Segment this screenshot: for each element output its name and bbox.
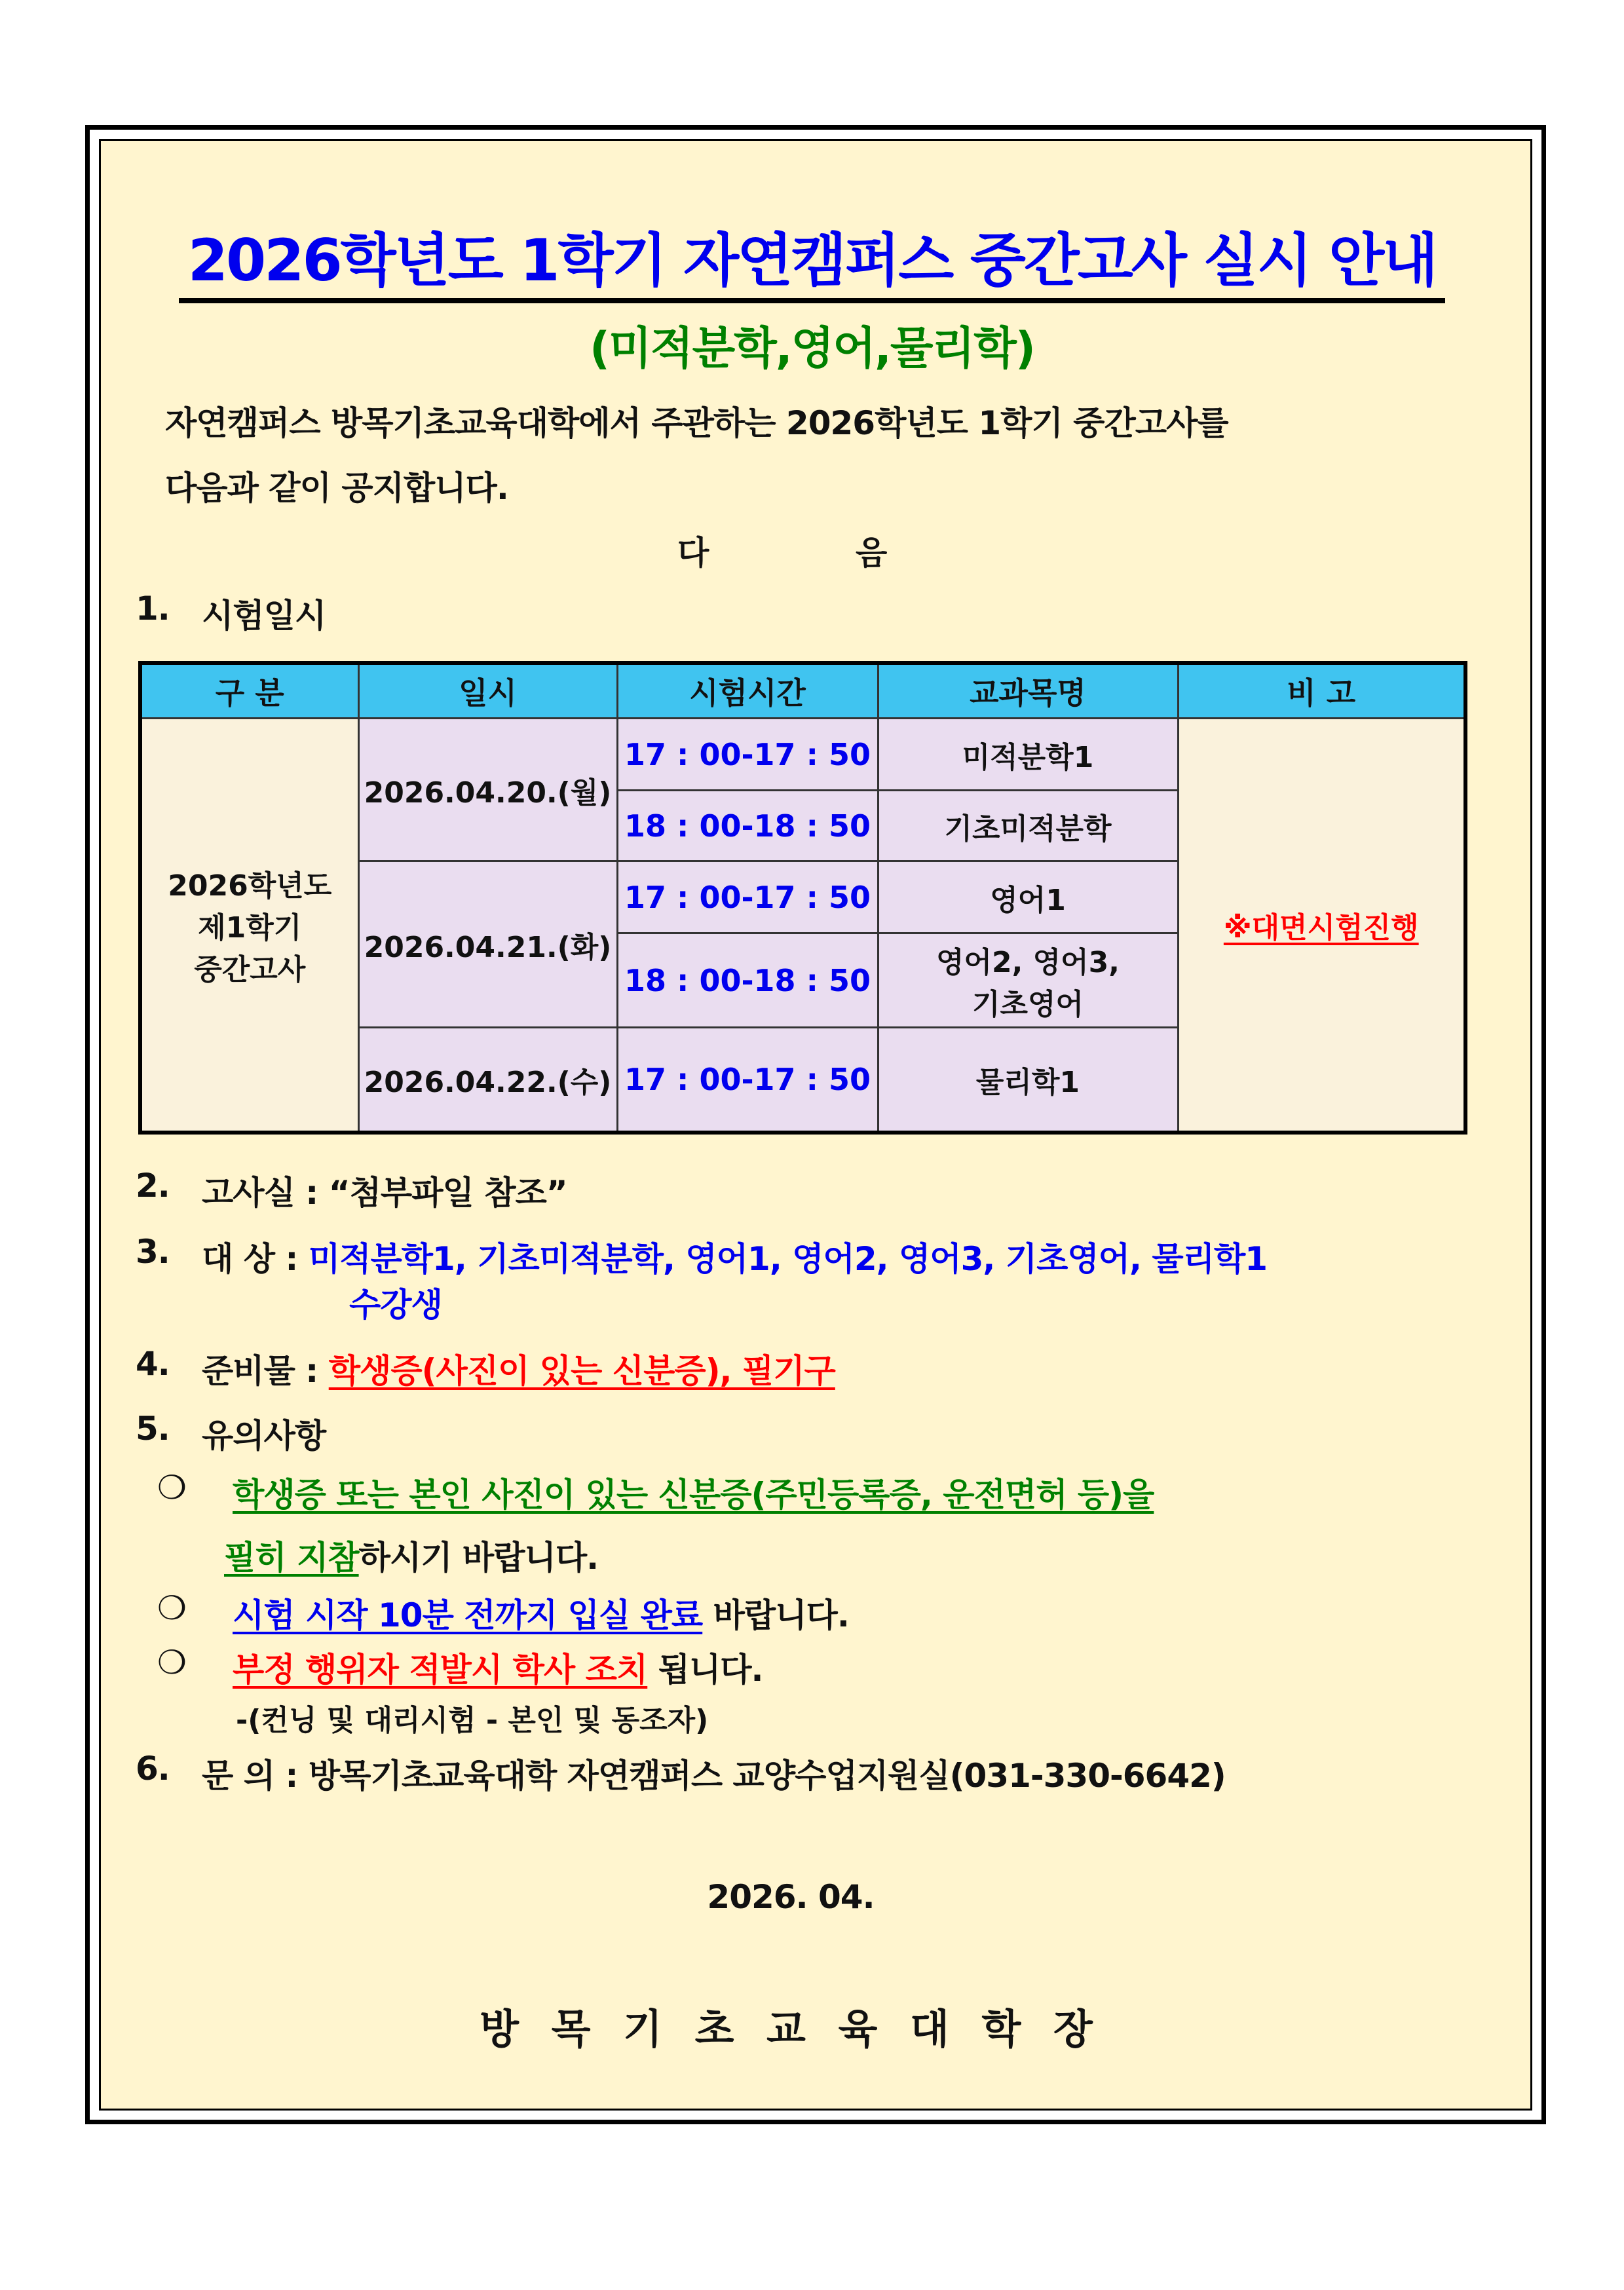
header-category: 구 분 (140, 663, 358, 719)
header-subject: 교과목명 (878, 663, 1178, 719)
section4-value: 학생증(사진이 있는 신분증), 필기구 (328, 1352, 835, 1390)
section1-number: 1. (136, 590, 170, 628)
notice-item-2 (233, 1589, 849, 1636)
section3-number: 3. (136, 1233, 170, 1271)
intro-line-1: 자연캠퍼스 방목기초교육대학에서 주관하는 2026학년도 1학기 중간고사를 (165, 404, 1228, 442)
notice-text: 됩니다. (647, 1651, 763, 1689)
category-line: 2026학년도 (168, 869, 332, 903)
section2-label: 고사실 : (202, 1174, 318, 1212)
title-text: 2026학년도 1학기 자연캠퍼스 중간고사 실시 안내 (179, 223, 1445, 303)
intro-line-2: 다음과 같이 공지합니다. (165, 469, 508, 507)
section6-number: 6. (136, 1750, 170, 1788)
subject-cell: 영어1 (878, 861, 1178, 933)
subject-cell: 미적분학1 (878, 719, 1178, 791)
section4-label: 준비물 : (202, 1352, 318, 1390)
time-cell: 17 : 00-17 : 50 (617, 719, 878, 791)
note-text: ※대면시험진행 (1223, 910, 1419, 945)
subject-cell: 물리학1 (878, 1028, 1178, 1133)
table-row (140, 719, 1465, 791)
time-cell: 18 : 00-18 : 50 (617, 791, 878, 861)
time-cell: 17 : 00-17 : 50 (617, 861, 878, 933)
signature: 방 목 기 초 교 육 대 학 장 (480, 2005, 1102, 2053)
category-line: 중간고사 (194, 952, 306, 986)
section3-value-2: 수강생 (349, 1286, 442, 1324)
time-cell: 17 : 00-17 : 50 (617, 1028, 878, 1133)
section4-number: 4. (136, 1345, 170, 1383)
section3-label: 대 상 : (202, 1240, 298, 1278)
section6-value: 방목기초교육대학 자연캠퍼스 교양수업지원실(031-330-6642) (308, 1757, 1226, 1795)
notice-item-3-sub: -(컨닝 및 대리시험 - 본인 및 동조자) (236, 1704, 709, 1737)
date-cell: 2026.04.21.(화) (358, 861, 617, 1028)
section6-line (202, 1750, 1226, 1797)
section2-line (202, 1167, 567, 1214)
page-title (0, 223, 1624, 303)
notice-emphasis: 시험 시작 10분 전까지 입실 완료 (233, 1596, 703, 1634)
section1-label: 시험일시 (202, 597, 326, 635)
bullet-icon: ❍ (157, 1643, 186, 1681)
notice-emphasis: 부정 행위자 적발시 학사 조치 (233, 1651, 648, 1689)
exam-schedule-table (138, 661, 1467, 1135)
bullet-icon: ❍ (157, 1469, 186, 1507)
category-line: 제1학기 (198, 910, 302, 945)
section4-line (202, 1345, 835, 1392)
note-cell (1178, 719, 1465, 1133)
header-date: 일시 (358, 663, 617, 719)
section6-label: 문 의 : (202, 1757, 298, 1795)
notice-text: 하시기 바랍니다. (358, 1539, 599, 1577)
bullet-icon: ❍ (157, 1589, 186, 1627)
category-cell (140, 719, 358, 1133)
header-time: 시험시간 (617, 663, 878, 719)
heading-da: 다 (677, 534, 709, 572)
subject-cell: 기초미적분학 (878, 791, 1178, 861)
section2-number: 2. (136, 1167, 170, 1205)
table-header-row (140, 663, 1465, 719)
notice-emphasis: 필히 지참 (224, 1539, 359, 1577)
section5-number: 5. (136, 1410, 170, 1448)
notice-date: 2026. 04. (707, 1878, 875, 1916)
section3-value: 미적분학1, 기초미적분학, 영어1, 영어2, 영어3, 기초영어, 물리학1 (308, 1240, 1268, 1278)
page-subtitle: (미적분학,영어,물리학) (589, 323, 1034, 375)
notice-text: 바랍니다. (702, 1596, 849, 1634)
notice-item-1-cont (224, 1531, 598, 1579)
section2-value: “첨부파일 참조” (328, 1174, 567, 1212)
header-note: 비 고 (1178, 663, 1465, 719)
notice-item-1: 학생증 또는 본인 사진이 있는 신분증(주민등록증, 운전면허 등)을 (233, 1476, 1154, 1514)
date-cell: 2026.04.20.(월) (358, 719, 617, 861)
section5-label: 유의사항 (202, 1417, 326, 1455)
notice-item-3 (233, 1643, 763, 1691)
time-cell: 18 : 00-18 : 50 (617, 933, 878, 1028)
section3-line (202, 1233, 1267, 1280)
subject-cell: 영어2, 영어3, 기초영어 (878, 933, 1178, 1028)
heading-eum: 음 (856, 534, 887, 572)
date-cell: 2026.04.22.(수) (358, 1028, 617, 1133)
